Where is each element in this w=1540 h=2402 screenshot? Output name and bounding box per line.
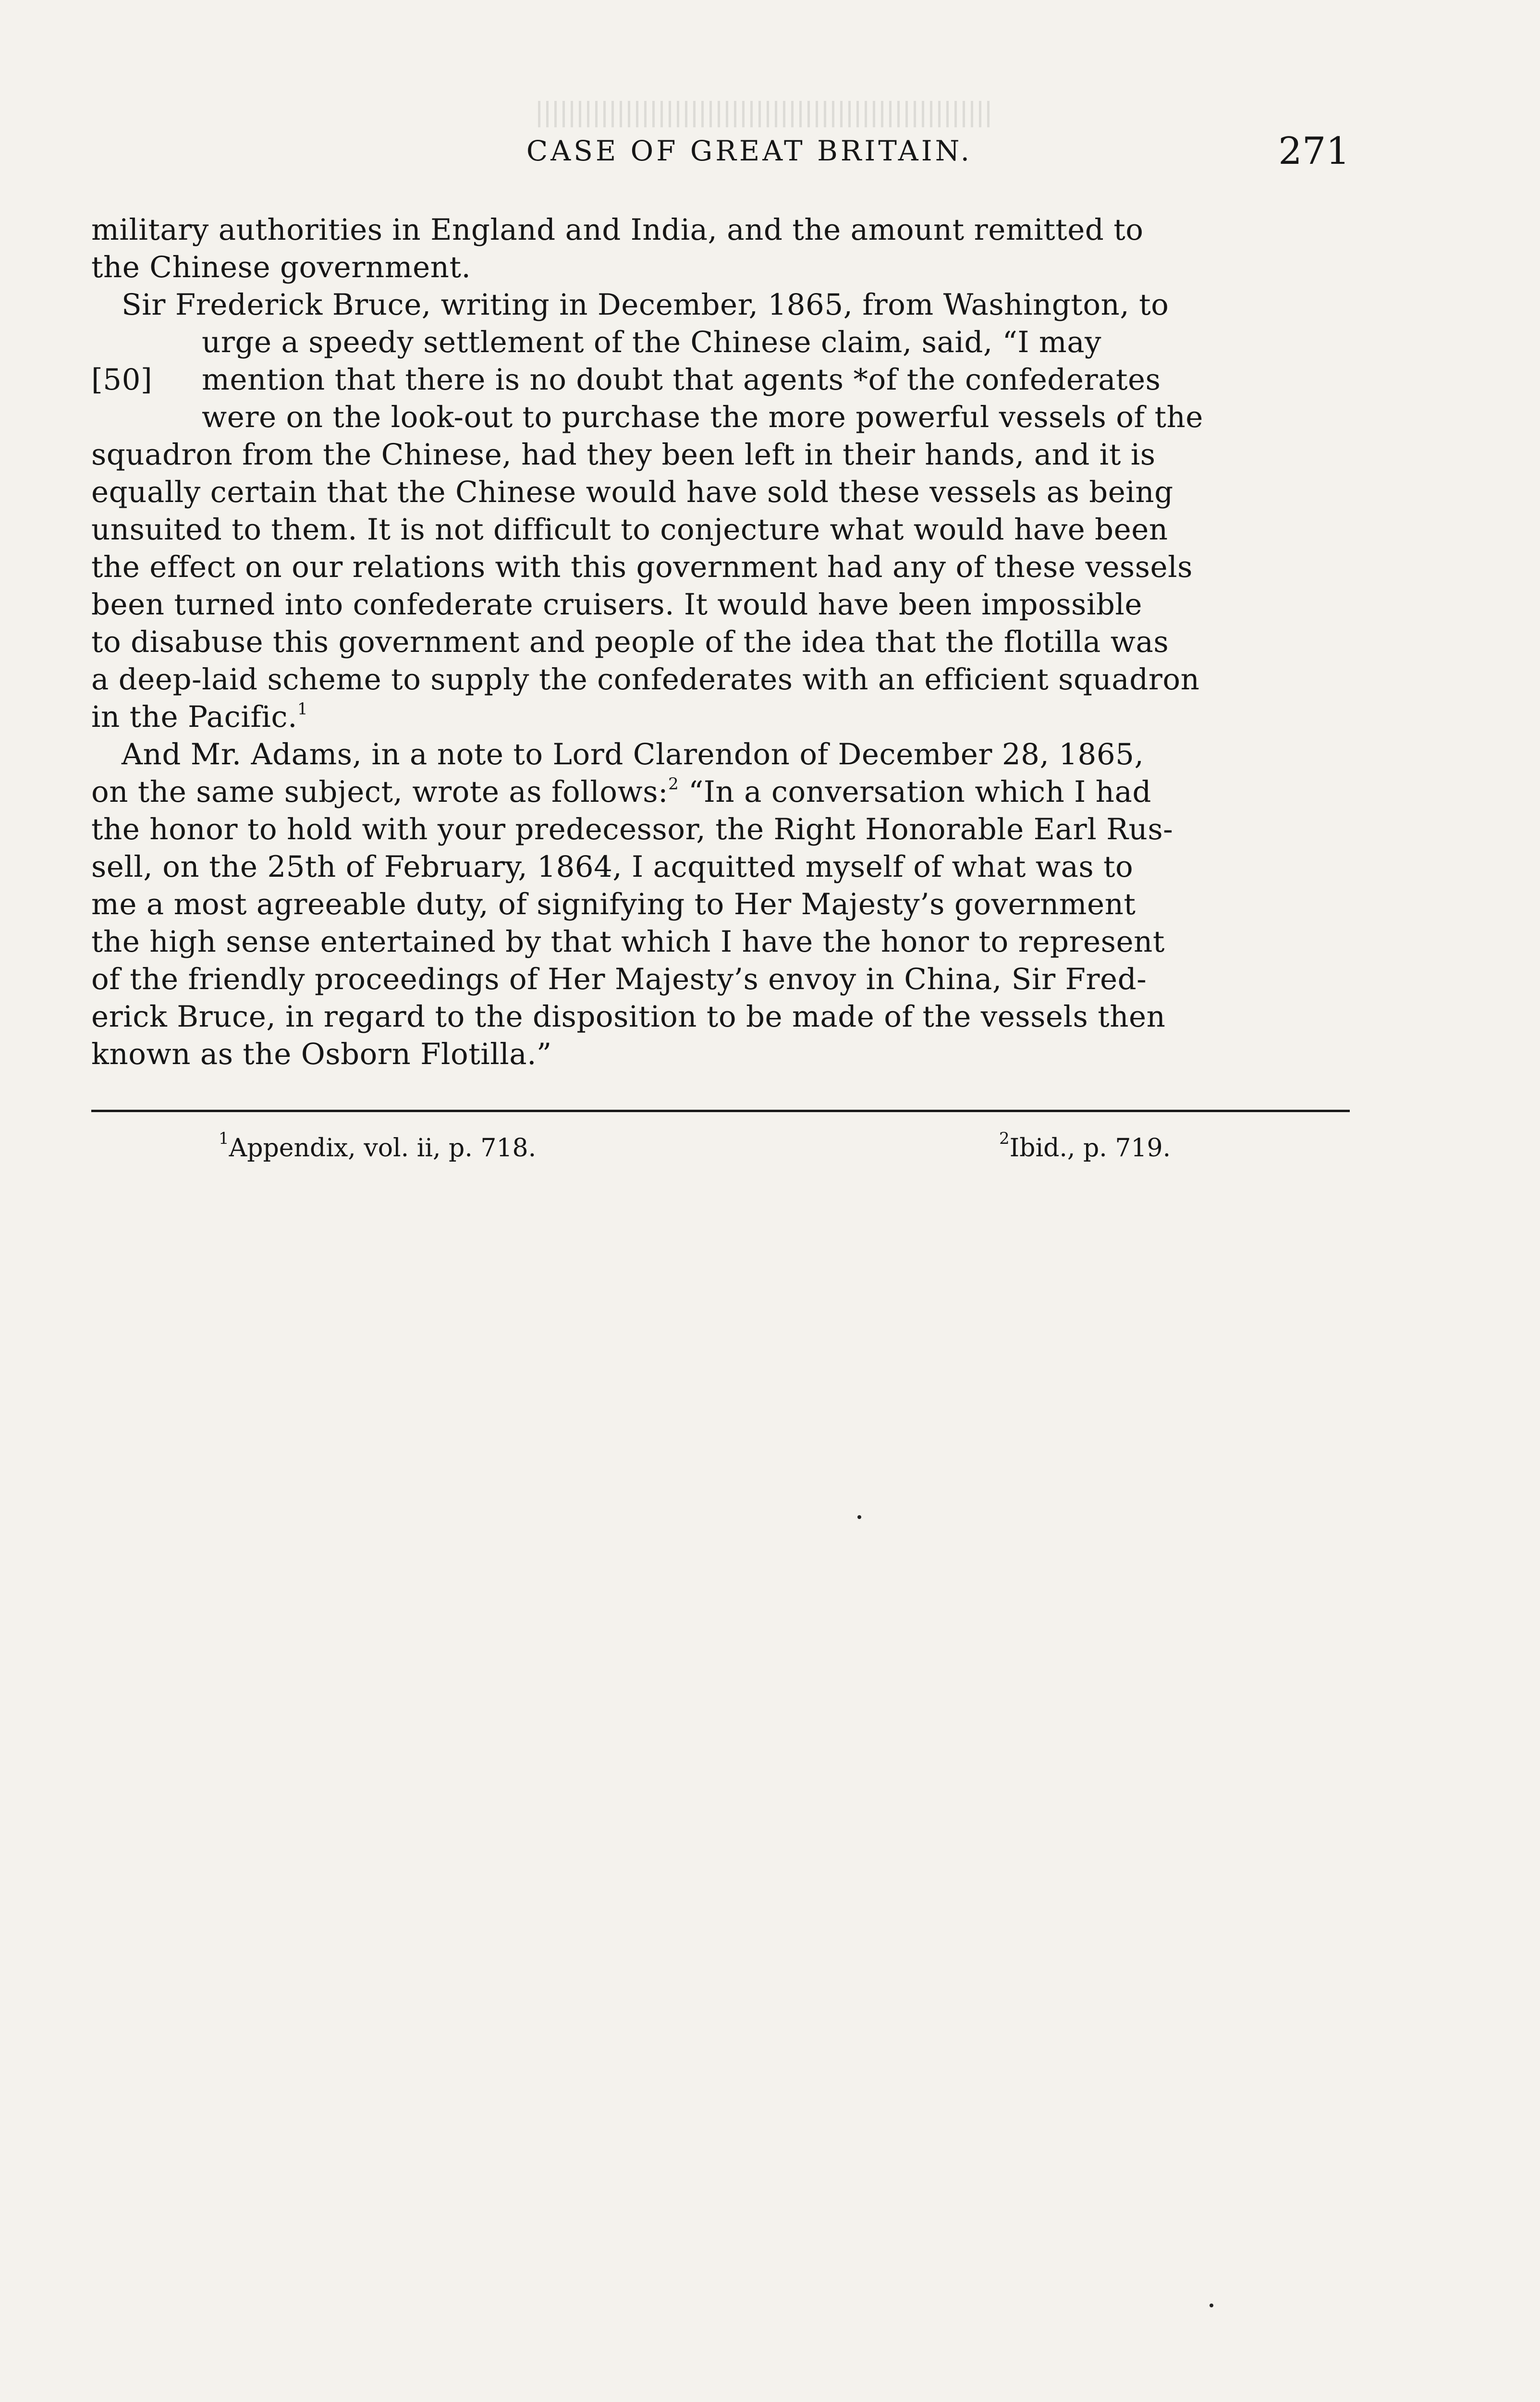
footnote-rule bbox=[91, 1110, 1350, 1112]
text-line bbox=[91, 699, 308, 736]
footnote-text: Ibid., p. 719. bbox=[1009, 1134, 1171, 1163]
text-line: squadron from the Chinese, had they been left in their hands, and it is bbox=[91, 438, 1156, 472]
running-head bbox=[91, 130, 1350, 183]
body-text bbox=[91, 211, 1350, 1105]
text-line: the effect on our relations with this government had any of these vessels bbox=[91, 550, 1193, 584]
margin-page-reference: [50] bbox=[91, 363, 153, 397]
text-line: of the friendly proceedings of Her Majesty’s envoy in China, Sir Fred- bbox=[91, 962, 1147, 996]
text-line: equally certain that the Chinese would have sold these vessels as being bbox=[91, 475, 1173, 509]
text-line: unsuited to them. It is not difficult to conjecture what would have been bbox=[91, 513, 1168, 547]
scan-artifact bbox=[538, 101, 990, 127]
page-number: 271 bbox=[1278, 130, 1350, 173]
text-line: known as the Osborn Flotilla.” bbox=[91, 1037, 552, 1071]
text-line: sell, on the 25th of February, 1864, I acquitted myself of what was to bbox=[91, 850, 1134, 884]
footnote-reference: 1 bbox=[297, 699, 308, 719]
text-line: a deep-laid scheme to supply the confederates with an efficient squadron bbox=[91, 662, 1200, 697]
text-line: the Chinese government. bbox=[91, 250, 471, 284]
text-line: mention that there is no doubt that agents *of the confederates bbox=[202, 363, 1161, 397]
footnote-reference: 2 bbox=[668, 774, 679, 794]
paragraph-start-line: And Mr. Adams, in a note to Lord Clarendon of December 28, 1865, bbox=[122, 737, 1144, 772]
footnote-marker: 1 bbox=[219, 1129, 229, 1148]
text-line bbox=[91, 773, 1151, 811]
running-title: CASE OF GREAT BRITAIN. bbox=[526, 135, 973, 167]
text-line-content: in the Pacific. bbox=[91, 700, 297, 734]
scan-speck bbox=[857, 1515, 861, 1519]
scan-speck bbox=[1210, 2304, 1213, 2307]
footnote-marker: 2 bbox=[999, 1129, 1010, 1148]
text-line: been turned into confederate cruisers. It would have been impossible bbox=[91, 588, 1143, 622]
text-line: erick Bruce, in regard to the disposition to be made of the vessels then bbox=[91, 1000, 1166, 1034]
text-line: urge a speedy settlement of the Chinese claim, said, “I may bbox=[202, 325, 1102, 359]
quotation-start: “In a conversation which I had bbox=[688, 775, 1151, 809]
text-line: to disabuse this government and people of the idea that the flotilla was bbox=[91, 625, 1169, 659]
paragraph-start-line: Sir Frederick Bruce, writing in December, 1865, from Washington, to bbox=[122, 288, 1169, 322]
text-line-content: on the same subject, wrote as follows: bbox=[91, 775, 669, 809]
text-line: the high sense entertained by that which I have the honor to represent bbox=[91, 925, 1165, 959]
footnote-1 bbox=[219, 1129, 537, 1163]
footnote-text: Appendix, vol. ii, p. 718. bbox=[229, 1134, 537, 1163]
footnote-2 bbox=[999, 1129, 1171, 1163]
text-line: were on the look-out to purchase the more powerful vessels of the bbox=[202, 400, 1203, 434]
text-line: the honor to hold with your predecessor, the Right Honorable Earl Rus- bbox=[91, 812, 1173, 846]
text-line: military authorities in England and India, and the amount remitted to bbox=[91, 213, 1144, 247]
text-line: me a most agreeable duty, of signifying to Her Majesty’s government bbox=[91, 887, 1136, 921]
